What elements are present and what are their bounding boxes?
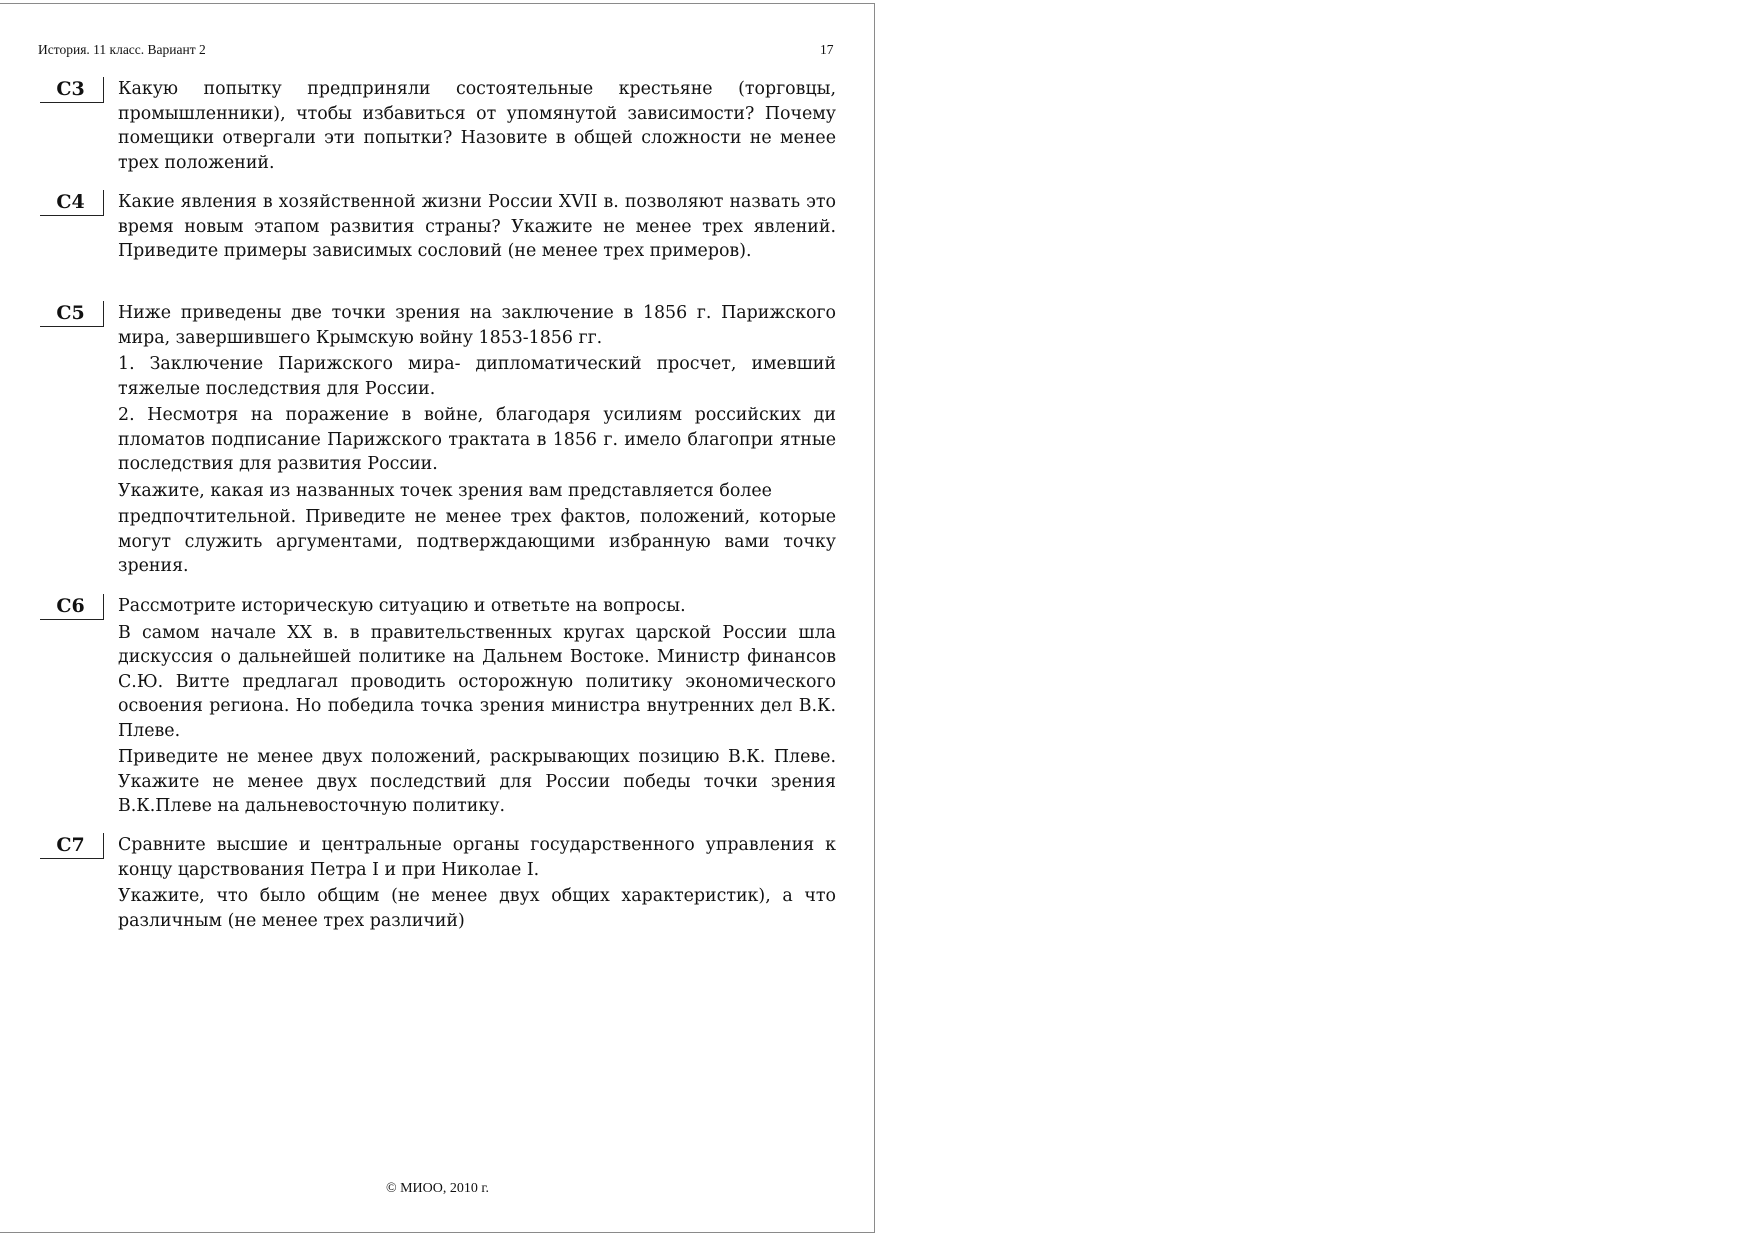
document-page — [0, 3, 875, 1233]
task-paragraph: Приведите не менее двух положений, раскрывающих позицию В.К. Плеве. Укажите не менее двух последствий для России победы точки зрения В.К.Плеве на дальневосточную политику. — [118, 747, 836, 816]
task-paragraph: Укажите, какая из названных точек зрения вам представляется более — [118, 480, 772, 501]
task-text — [118, 301, 836, 581]
task-text — [118, 594, 836, 821]
task-paragraph: 2. Несмотря на поражение в войне, благодаря усилиям российских ди пломатов подписание Парижского трактата в 1856 г. имело благопри ятные последствия для развития России. — [118, 405, 836, 474]
task-text — [118, 833, 836, 935]
task-label: С7 — [40, 833, 104, 859]
task-label: С6 — [40, 594, 104, 620]
task-text — [118, 190, 836, 266]
task-text — [118, 77, 836, 177]
footer-copyright: © МИОО, 2010 г. — [385, 1181, 490, 1196]
task-label: С5 — [40, 301, 104, 327]
task-label: С3 — [40, 77, 104, 103]
header-page-number: 17 — [820, 42, 834, 57]
task-paragraph: Какие явления в хозяйственной жизни России XVII в. позволяют назвать это время новым этапом развития страны? Укажите не менее трех явлений. Приведите примеры зависимых сословий (не менее трех примеров). — [118, 192, 836, 261]
task-paragraph: Сравните высшие и центральные органы государственного управления к концу царствования Петра I и при Николае I. — [118, 835, 836, 880]
task-paragraph: Какую попытку предприняли состоятельные крестьяне (торговцы, промышленники), чтобы избавиться от упомянутой зависимости? Почему помещики отвергали эти попытки? Назовите в общей сложности не менее трех положений. — [118, 79, 836, 173]
task-paragraph: Рассмотрите историческую ситуацию и ответьте на вопросы. — [118, 596, 686, 616]
task-paragraph: Ниже приведены две точки зрения на заключение в 1856 г. Парижского мира, завершившего Крымскую войну 1853-1856 гг. — [118, 303, 836, 348]
task-paragraph: В самом начале XX в. в правительственных кругах царской России шла дискуссия о дальнейшей политике на Дальнем Востоке. Министр финансов С.Ю. Витте предлагал проводить осторожную политику экономического освоения региона. Но победила точка зрения министра внутренних дел В.К. Плеве. — [118, 622, 836, 741]
task-label: С4 — [40, 190, 104, 216]
task-paragraph: Укажите, что было общим (не менее двух общих характеристик), а что различным (не менее трех различий) — [118, 886, 836, 931]
task-paragraph: предпочтительной. Приведите не менее трех фактов, положений, которые могут служить аргументами, подтверждающими избранную вами точку зрения. — [118, 507, 836, 576]
header-title: История. 11 класс. Вариант 2 — [38, 42, 206, 57]
task-paragraph: 1. Заключение Парижского мира- дипломатический просчет, имевший тяжелые последствия для России. — [118, 354, 836, 399]
